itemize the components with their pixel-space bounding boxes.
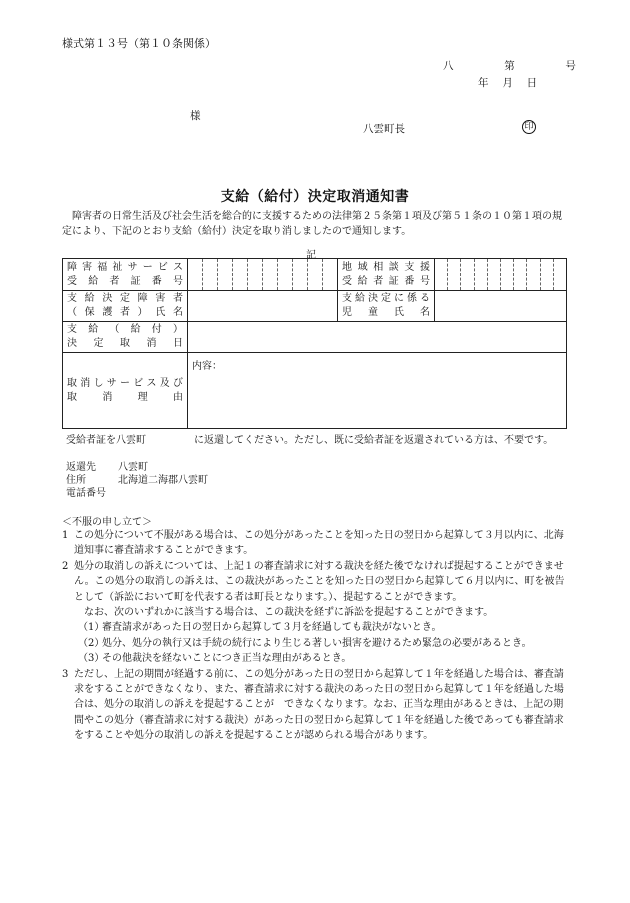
intro-paragraph — [62, 209, 562, 239]
doc-number-go: 号 — [565, 60, 576, 72]
beneficiary-name-field[interactable] — [188, 291, 338, 322]
return-destination: 返還先 八雲町 — [66, 462, 148, 473]
document-number — [443, 58, 576, 73]
intro-text: 障害者の日常生活及び社会生活を総合的に支援するための法律第２５条第１項及び第５１条の１０第１項の規定により、下記のとおり支給（給付）決定を取り消しましたので通知します。 — [62, 211, 562, 237]
objection-note: なお、次のいずれかに該当する場合は、この裁決を経ずに訴訟を提起することができます。 — [84, 607, 494, 619]
cancel-date-field[interactable] — [188, 322, 567, 353]
consult-cert-label: 地域相談支援 受給者証番号 — [338, 259, 435, 291]
list-item: （3） その他裁決を経ないことにつき正当な理由があるとき。 — [78, 653, 352, 665]
table-row — [63, 291, 567, 322]
return-notice-head: 受給者証を八雲町 — [66, 435, 146, 446]
list-item: 2 処分の取消しの訴えについては、上記１の審査請求に対する裁決を経た後でなければ提起することができません。この処分の取消しの訴えは、この裁決があったことを知った日の翌日から起算して６月以内に、町を被告として（訴訟において町を代表する者は町長となります。）、提起することができます。 — [62, 560, 565, 603]
table-row — [63, 353, 567, 429]
child-name-label: 支給決定に係る 児童氏名 — [338, 291, 435, 322]
seal-mark: 印 — [522, 120, 536, 134]
cancel-reason-field[interactable] — [188, 353, 567, 429]
form-number: 様式第１３号（第１０条関係） — [62, 37, 216, 50]
notice-table — [62, 258, 567, 429]
doc-number-dai: 第 — [504, 60, 515, 72]
return-notice-tail: に返還してください。ただし、既に受給者証を返還されている方は、不要です。 — [194, 435, 554, 446]
service-cert-label: 障害福祉サービス 受給者証番号 — [63, 259, 188, 291]
document-title: 支給（給付）決定取消通知書 — [220, 189, 410, 205]
consult-cert-number-field[interactable] — [435, 259, 567, 291]
issue-date: 年 月 日 — [478, 77, 538, 89]
ki-heading: 記 — [306, 250, 316, 261]
recipient-suffix: 様 — [190, 110, 201, 122]
service-cert-number-field[interactable] — [188, 259, 338, 291]
content-label: 内容： — [192, 361, 222, 372]
objection-heading: ＜不服の申し立て＞ — [62, 517, 152, 528]
cancel-date-label: 支給（給付） 決定取消日 — [63, 322, 188, 353]
child-name-field[interactable] — [435, 291, 567, 322]
cancel-reason-label: 取消しサービス及び 取消理由 — [63, 353, 188, 429]
list-item: 1 この処分について不服がある場合は、この処分があったことを知った日の翌日から起算して３月以内に、北海道知事に審査請求することができます。 — [62, 530, 564, 557]
list-item: （1） 審査請求があった日の翌日から起算して３月を経過しても裁決がないとき。 — [78, 622, 442, 634]
return-address: 住所 北海道二海郡八雲町 — [66, 475, 208, 486]
beneficiary-name-label: 支給決定障害者 （保護者）氏名 — [63, 291, 188, 322]
issuer-name: 八雲町長 — [363, 123, 405, 135]
return-phone: 電話番号 — [66, 488, 106, 499]
doc-number-prefix: 八 — [443, 60, 454, 72]
return-notice — [66, 431, 553, 446]
objection-list — [62, 528, 567, 744]
list-item: （2） 処分、処分の執行又は手続の続行により生じる著しい損害を避けるため緊急の必要があるとき。 — [78, 637, 532, 649]
table-row — [63, 259, 567, 291]
list-item: 3 ただし、上記の期間が経過する前に、この処分があった日の翌日から起算して１年を経過した場合は、審査請求をすることができなくなり、また、審査請求に対する裁決のあった日の翌日から起算して１年を経過した場合は、処分の取消しの訴えを提起することが できなくなります。なお、正当な理由があるときは、上記の期間やこの処分（審査請求に対する裁決）があった日の翌日から起算して１年を経過した後であっても審査請求をすることや処分の取消しの訴えを提起することが認められる場合があります。 — [62, 668, 564, 742]
table-row — [63, 322, 567, 353]
